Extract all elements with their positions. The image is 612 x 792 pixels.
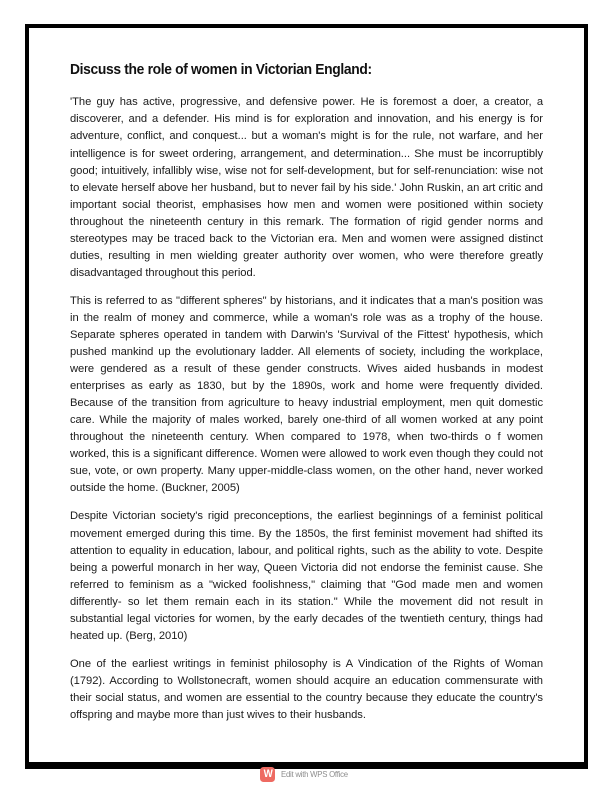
wps-office-logo-icon xyxy=(260,767,275,782)
body-paragraph-4: One of the earliest writings in feminist philosophy is A Vindication of the Rights of Woman (1792). According to Wollstonecraft, women should acquire an education commensurate with their social status, and women are essential to the country because they educate the country's offspring and maybe more than just wives to their husbands. xyxy=(70,657,543,721)
page-sheet-border xyxy=(25,24,588,766)
page-content-area xyxy=(29,28,584,762)
wps-watermark-footer[interactable] xyxy=(0,763,612,785)
body-paragraph-2: This is referred to as "different spheres" by historians, and it indicates that a man's position was in the realm of money and commerce, while a woman's role was as a trophy of the house. Separate spheres operated in tandem with Darwin's 'Survival of the Fittest' hypothesis, which pushed mankind up the evolutionary ladder. All elements of society, including the workplace, were gendered as a result of these gender constructs. Wives aided husbands in modest enterprises as early as 1830, but by the 1890s, work and home were frequently divided. Because of the transition from agriculture to heavy industrial employment, men quit domestic care. While the majority of males worked, barely one-third of all women worked at any point throughout the nineteenth century. When compared to 1978, when two-thirds o f women worked, this is a significant difference. Women were allowed to work even though they could not sue, vote, or own property. Many upper-middle-class women, on the other hand, never worked outside the home. (Buckner, 2005) xyxy=(70,294,543,495)
body-paragraph-3: Despite Victorian society's rigid preconceptions, the earliest beginnings of a feminist political movement emerged during this time. By the 1850s, the first feminist movement had shifted its attention to equality in education, labour, and political rights, such as the ability to vote. Despite being a powerful monarch in her way, Queen Victoria did not endorse the feminist cause. She referred to feminism as a "wicked foolishness," claiming that "God made men and women differently- so let them remain each in its station." While the movement did not result in substantial legal victories for women, by the early decades of the twentieth century, things had heated up. (Berg, 2010) xyxy=(70,510,543,642)
body-paragraph-1: 'The guy has active, progressive, and defensive power. He is foremost a doer, a creator, a discoverer, and a defender. His mind is for exploration and innovation, and his energy is for adventure, conflict, and conquest... but a woman's might is for the rule, not warfare, and her intelligence is for sweet ordering, arrangement, and determination... She must be incorruptibly good; intuitively, infallibly wise, wise not for self-development, but for self-renunciation: wise not to elevate herself above her husband, but to never fail by his side.' John Ruskin, an art critic and important social theorist, emphasises how men and women were positioned within society throughout the nineteenth century in this remark. The formation of rigid gender norms and stereotypes may be traced back to the Victorian era. Men and women were assigned distinct duties, resulting in men wielding greater authority over women, who were therefore greatly disadvantaged throughout this period. xyxy=(70,96,543,279)
edit-with-wps-office-label[interactable]: Edit with WPS Office xyxy=(281,769,349,779)
page-title: Discuss the role of women in Victorian England: xyxy=(70,62,372,78)
wps-badge-letter: W xyxy=(263,767,273,780)
